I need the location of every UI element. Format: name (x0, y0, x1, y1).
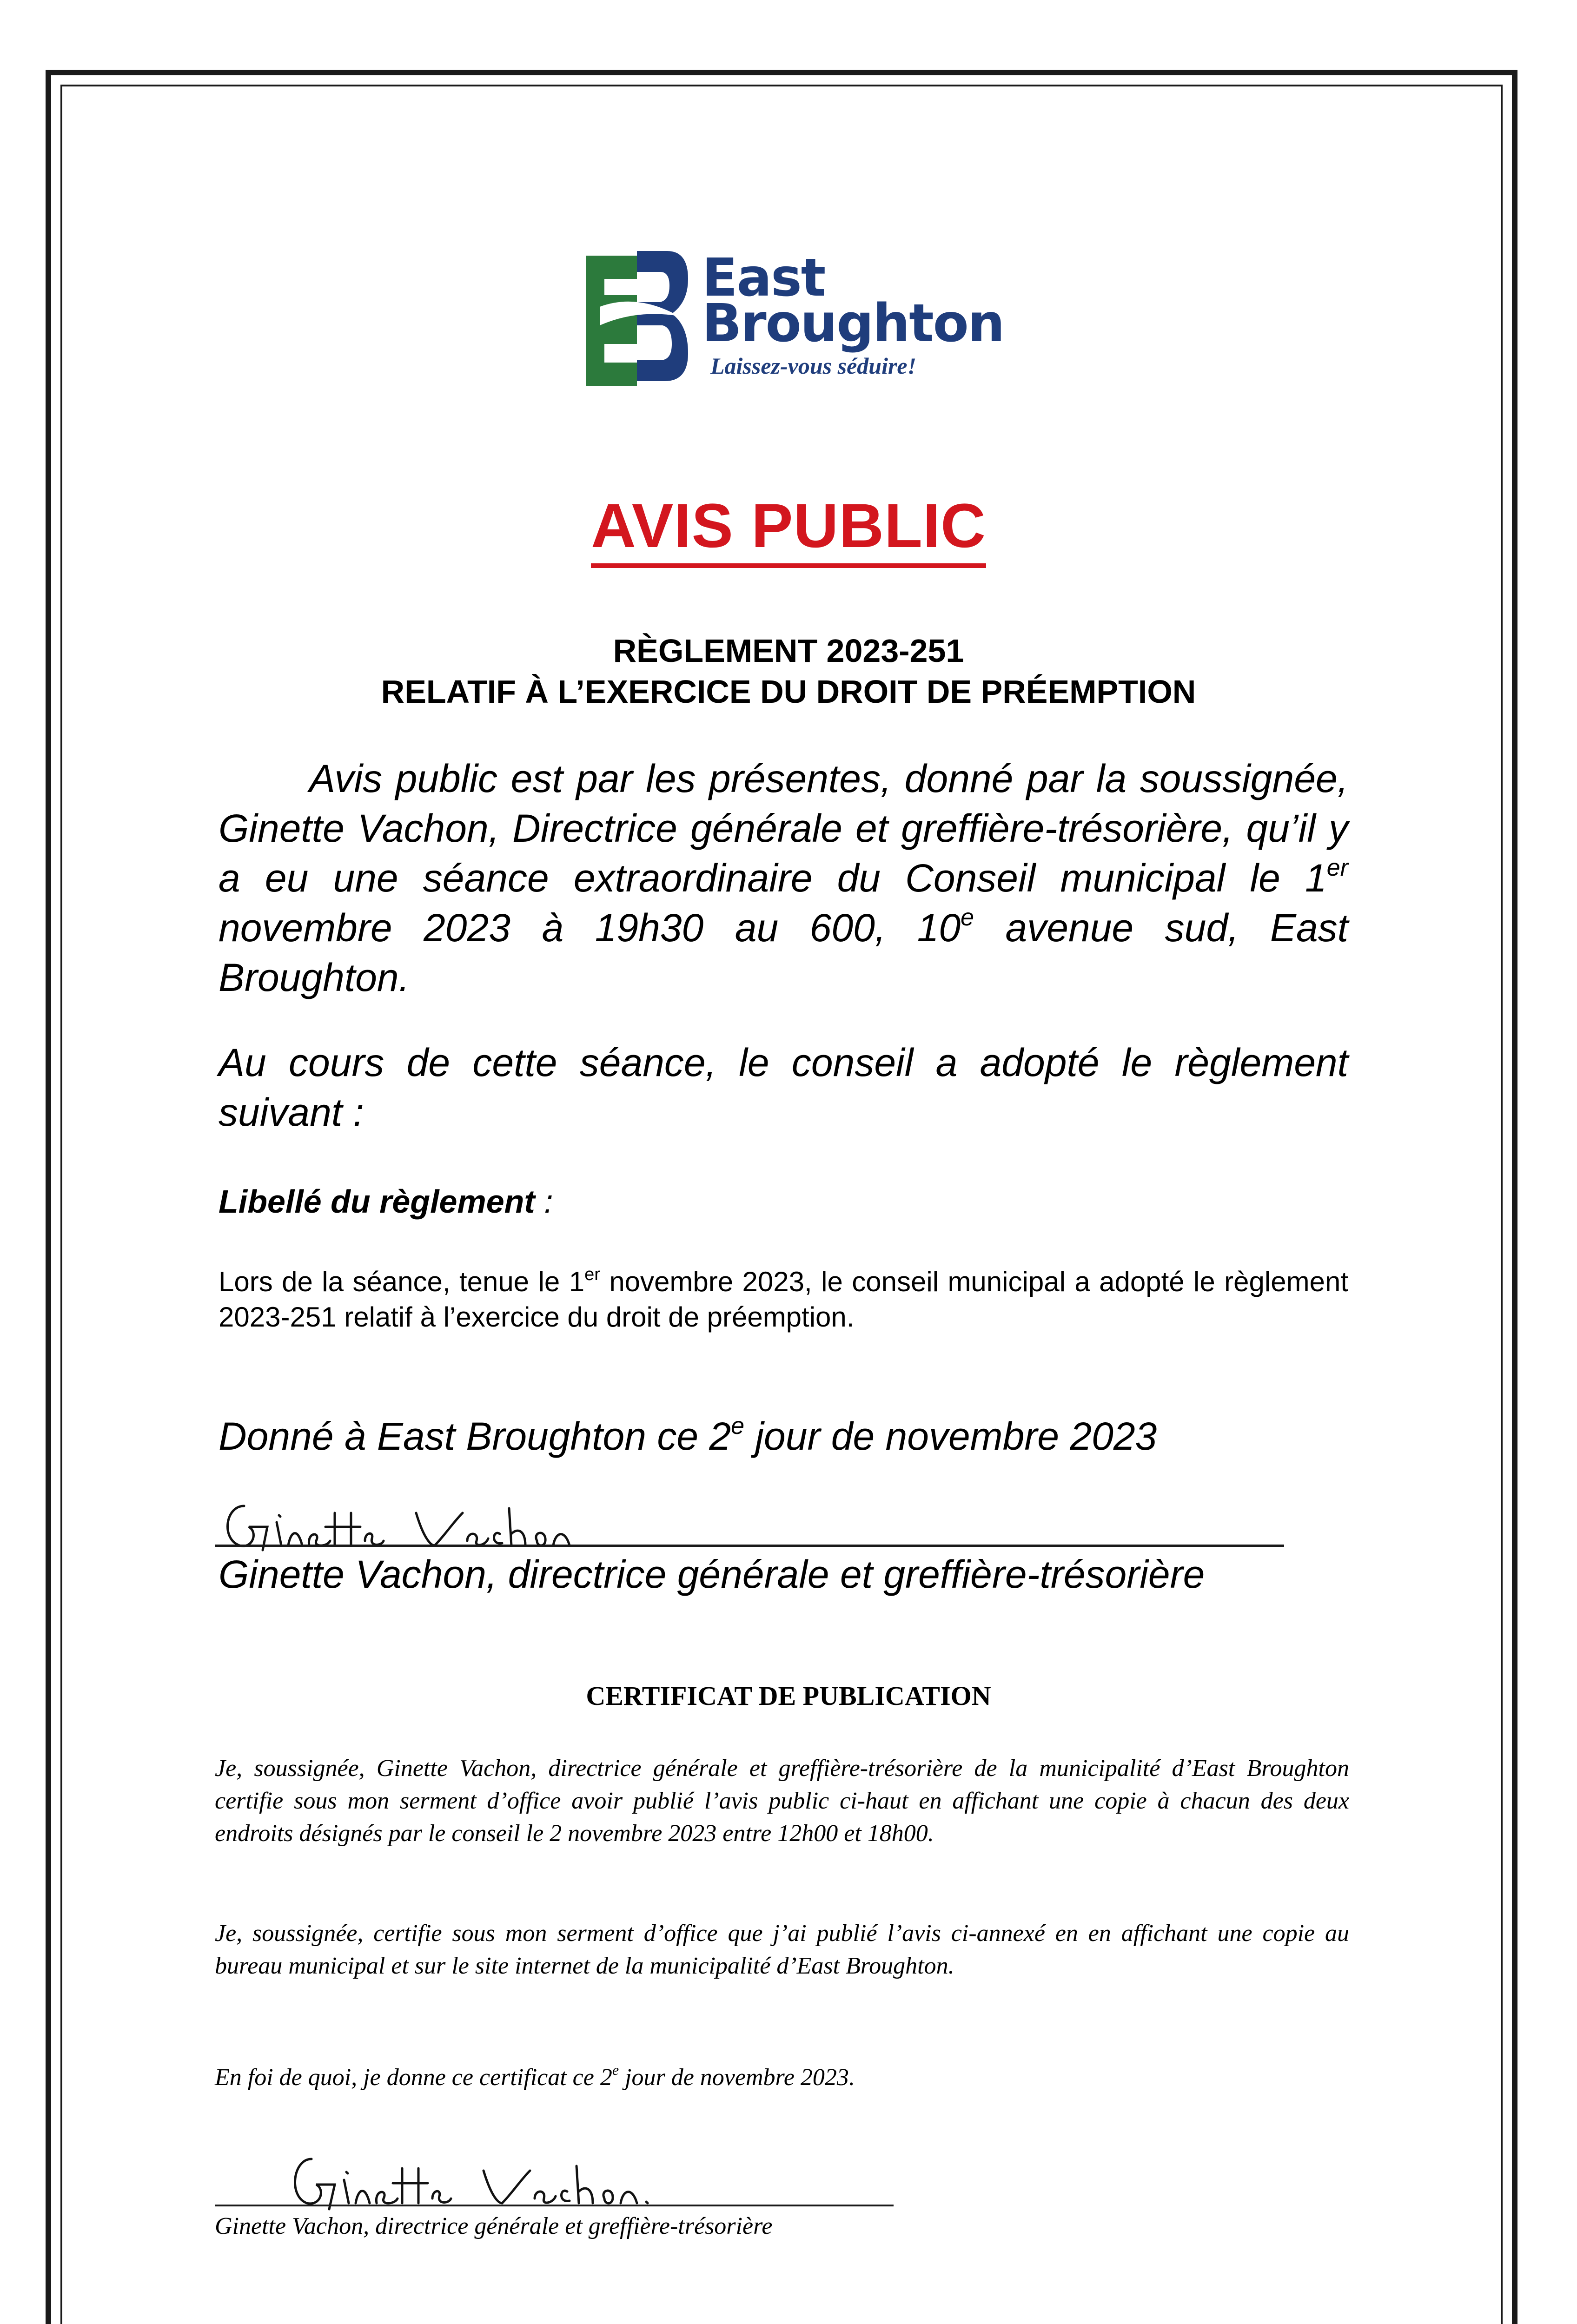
signature-caption-2: Ginette Vachon, directrice générale et greffière-trésorière (215, 2213, 773, 2239)
reglement-description (219, 1264, 1348, 1335)
logo-tagline: Laissez-vous séduire! (710, 353, 917, 379)
signature-line-1 (215, 1545, 1284, 1547)
notice-p1-text-a: Avis public est par les présentes, donné par la soussignée, Ginette Vachon, Directrice générale et greffière-trésorière, qu’il y a eu une séance extraordinaire du Conseil municipal le 1 (219, 757, 1348, 900)
east-broughton-logo (586, 248, 1004, 390)
certificate-title: CERTIFICAT DE PUBLICATION (586, 1681, 991, 1711)
notice-p1-sup2: e (961, 904, 974, 931)
reglement-description-a: Lors de la séance, tenue le 1 (219, 1266, 585, 1297)
reglement-label (219, 1185, 553, 1218)
certificate-p3-b: jour de novembre 2023. (619, 2064, 855, 2091)
given-at-sup: e (731, 1413, 745, 1439)
certificate-paragraph-2: Je, soussignée, certifie sous mon serment d’office que j’ai publié l’avis ci-annexé en en affichant une copie au bureau municipal et sur le site internet de la municipalité d’East Broughton. (215, 1920, 1349, 1979)
signature-caption-1: Ginette Vachon, directrice générale et greffière-trésorière (219, 1552, 1205, 1596)
notice-p1-sup1: er (1326, 854, 1348, 881)
logo-east-text: East (702, 248, 825, 308)
eb-monogram-icon (586, 251, 688, 386)
notice-paragraph-1 (219, 754, 1348, 1003)
logo-broughton-text: Broughton (702, 293, 1004, 354)
page-title (0, 491, 1577, 561)
certificate-p3-sup: e (612, 2061, 619, 2078)
certificate-p3-a: En foi de quoi, je donne ce certificat ce 2 (215, 2064, 612, 2091)
notice-paragraph-2: Au cours de cette séance, le conseil a adopté le règlement suivant : (219, 1041, 1348, 1134)
given-at-text-a: Donné à East Broughton ce 2 (219, 1414, 731, 1458)
certificate-paragraph-1: Je, soussignée, Ginette Vachon, directrice générale et greffière-trésorière de la municipalité d’East Broughton certifie sous mon serment d’office avoir publié l’avis public ci-haut en affichant une copie à chacun des deux endroits désignés par le conseil le 2 novembre 2023 entre 12h00 et 18h00. (215, 1755, 1349, 1847)
page-title-text: AVIS PUBLIC (591, 491, 986, 568)
given-at-line (219, 1413, 1157, 1458)
certificate-paragraph-3 (215, 2061, 1349, 2094)
reglement-description-sup: er (584, 1265, 600, 1284)
reglement-number: RÈGLEMENT 2023-251 (613, 633, 964, 669)
notice-p1-text-b: novembre 2023 à 19h30 au 600, 10 (219, 906, 961, 950)
signature-line-2 (215, 2205, 894, 2206)
reglement-subject: RELATIF À L’EXERCICE DU DROIT DE PRÉEMPTION (381, 673, 1196, 710)
reglement-description-b: novembre 2023, le conseil municipal a adopté le règlement 2023-251 relatif à l’exercice du droit de préemption. (219, 1266, 1348, 1333)
handwritten-signature-2 (274, 2150, 656, 2219)
given-at-text-b: jour de novembre 2023 (744, 1414, 1157, 1458)
reglement-label-text: Libellé du règlement (219, 1183, 535, 1220)
notice-p1-text-c: avenue sud, East Broughton. (219, 906, 1348, 999)
reglement-label-colon: : (535, 1183, 553, 1220)
